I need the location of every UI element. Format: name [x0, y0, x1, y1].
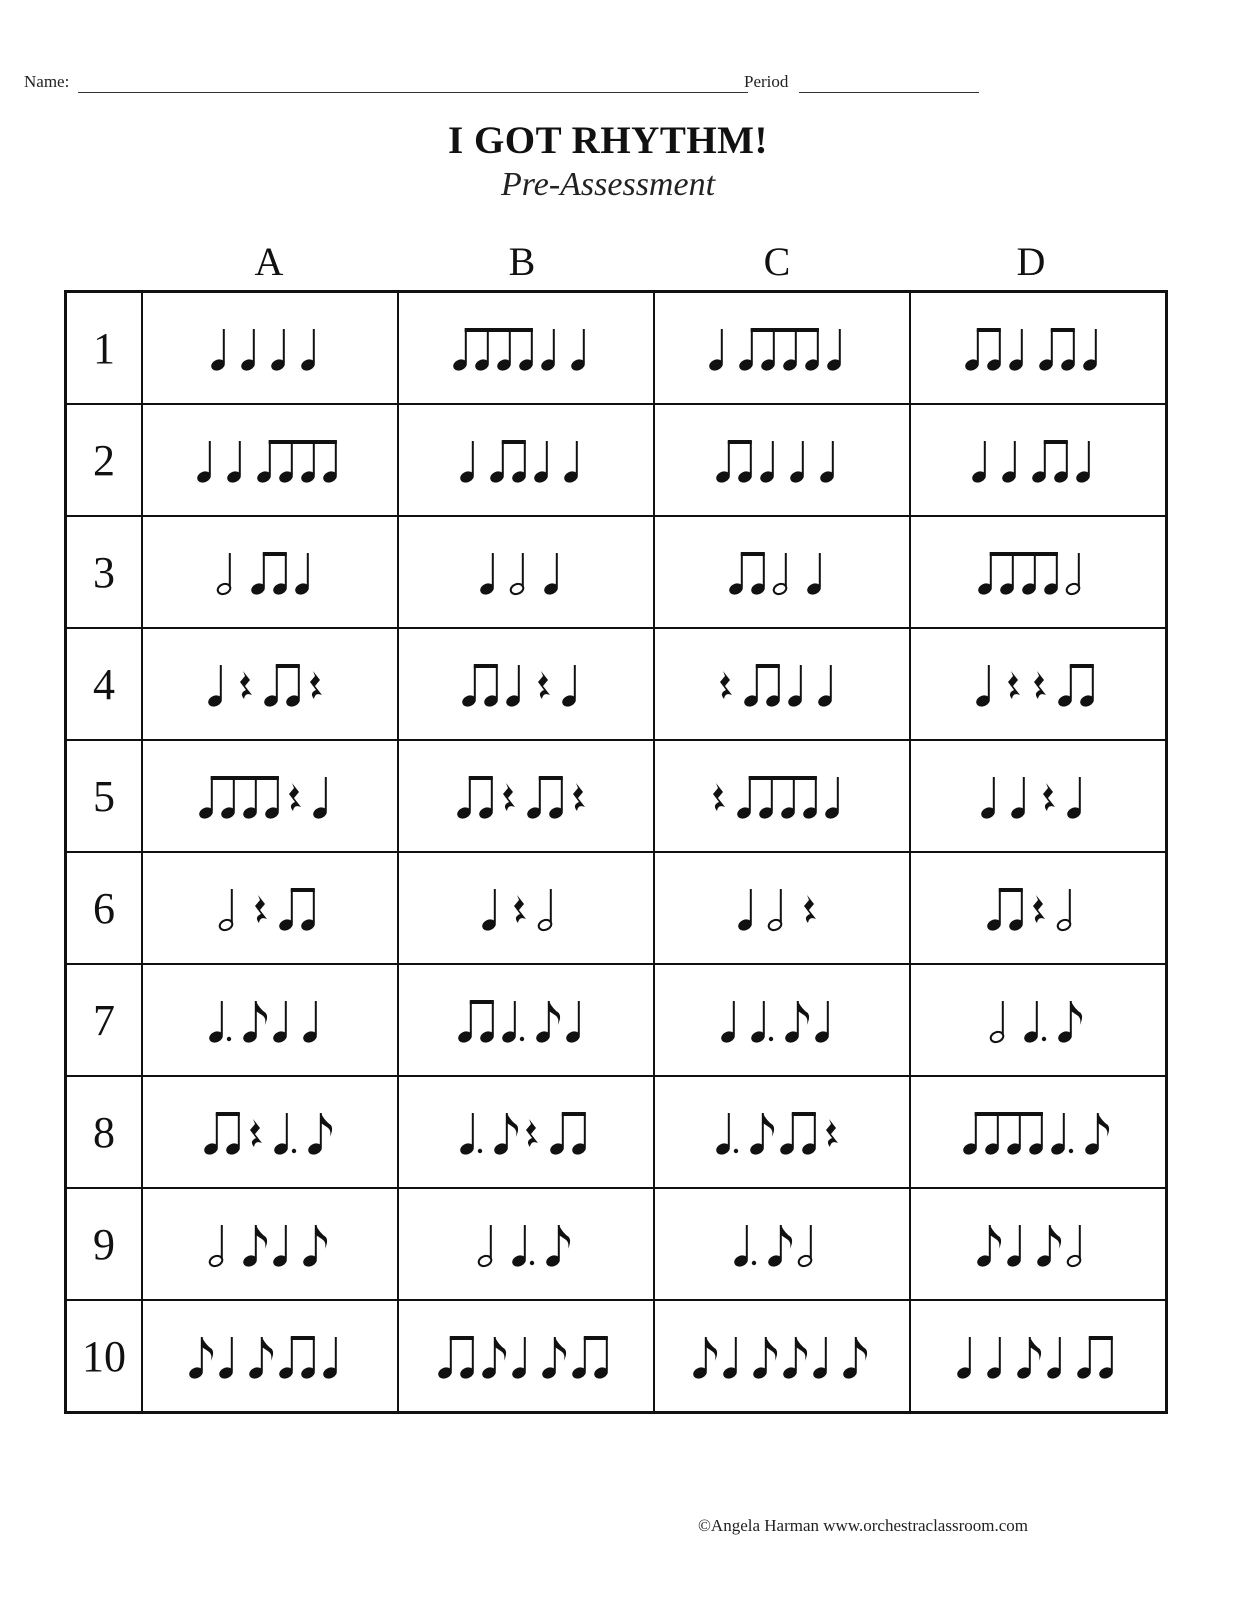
rhythm-notation [411, 975, 641, 1065]
rhythm-notation [923, 1199, 1153, 1289]
rhythm-cell-3d[interactable] [910, 516, 1167, 628]
note-beam [1044, 440, 1068, 444]
rhythm-notation [155, 863, 385, 953]
rhythm-notation [923, 415, 1153, 505]
rhythm-cell-5c[interactable] [654, 740, 910, 852]
row-number: 6 [66, 852, 143, 964]
note-beam [269, 440, 337, 444]
note-beam [749, 776, 817, 780]
rhythm-notation [411, 1087, 641, 1177]
page-subtitle: Pre-Assessment [500, 166, 716, 203]
note-flag [1050, 1225, 1061, 1249]
quarter-rest [310, 671, 322, 699]
table-row [66, 852, 1167, 964]
rhythm-cell-2a[interactable] [142, 404, 398, 516]
note-flag [766, 1337, 777, 1361]
table-row [66, 1076, 1167, 1188]
rhythm-cell-10b[interactable] [398, 1300, 654, 1413]
note-beam [990, 552, 1058, 556]
note-beam [1089, 1336, 1113, 1340]
rhythm-notation [411, 863, 641, 953]
note-flag [706, 1337, 717, 1361]
note-flag [798, 1001, 809, 1025]
note-beam [465, 328, 533, 332]
note-flag [321, 1113, 332, 1137]
rhythm-notation [923, 1311, 1153, 1401]
note-flag [990, 1225, 1001, 1249]
name-label: Name: [24, 72, 70, 91]
table-row [66, 628, 1167, 740]
note-beam [756, 664, 780, 668]
note-flag [796, 1337, 807, 1361]
rhythm-notation [155, 975, 385, 1065]
student-info-line [24, 72, 984, 98]
column-header-d: D [1016, 239, 1046, 284]
rhythm-cell-1b[interactable] [398, 292, 654, 405]
rhythm-notation [923, 303, 1153, 393]
augmentation-dot [478, 1149, 482, 1153]
rhythm-notation [155, 1311, 385, 1401]
quarter-rest [255, 895, 267, 923]
rhythm-notation [667, 639, 897, 729]
note-beam [584, 1336, 608, 1340]
rhythm-cell-9b[interactable] [398, 1188, 654, 1300]
rhythm-notation [155, 1087, 385, 1177]
rhythm-notation [923, 863, 1153, 953]
rhythm-notation [155, 639, 385, 729]
quarter-rest [1034, 671, 1046, 699]
row-number: 10 [66, 1300, 143, 1413]
augmentation-dot [530, 1261, 534, 1265]
rhythm-notation [667, 1311, 897, 1401]
rhythm-cell-9d[interactable] [910, 1188, 1167, 1300]
quarter-rest [289, 783, 301, 811]
rhythm-notation [667, 1199, 897, 1289]
augmentation-dot [292, 1149, 296, 1153]
rhythm-cell-7a[interactable] [142, 964, 398, 1076]
rhythm-notation [155, 751, 385, 841]
note-flag [316, 1225, 327, 1249]
row-number: 9 [66, 1188, 143, 1300]
note-beam [276, 664, 300, 668]
page-title: I GOT RHYTHM! [448, 119, 768, 162]
rhythm-cell-7c[interactable] [654, 964, 910, 1076]
note-beam [792, 1112, 816, 1116]
augmentation-dot [1069, 1149, 1073, 1153]
rhythm-notation [667, 1087, 897, 1177]
quarter-rest [1008, 671, 1020, 699]
rhythm-notation [923, 1087, 1153, 1177]
note-flag [549, 1001, 560, 1025]
note-flag [555, 1337, 566, 1361]
rhythm-cell-10a[interactable] [142, 1300, 398, 1413]
period-label: Period [744, 72, 789, 91]
rhythm-cell-2c[interactable] [654, 404, 910, 516]
quarter-rest [503, 783, 515, 811]
quarter-rest [250, 1119, 262, 1147]
rhythm-notation [155, 303, 385, 393]
row-number: 8 [66, 1076, 143, 1188]
quarter-rest [514, 895, 526, 923]
note-beam [977, 328, 1001, 332]
quarter-rest [573, 783, 585, 811]
rhythm-notation [411, 751, 641, 841]
note-beam [291, 1336, 315, 1340]
table-row [66, 740, 1167, 852]
table-row [66, 1188, 1167, 1300]
note-beam [539, 776, 563, 780]
rhythm-cell-1d[interactable] [910, 292, 1167, 405]
rhythm-notation [923, 975, 1153, 1065]
rhythm-cell-8a[interactable] [142, 1076, 398, 1188]
rhythm-cell-8b[interactable] [398, 1076, 654, 1188]
rhythm-notation [411, 1311, 641, 1401]
note-flag [1030, 1337, 1041, 1361]
name-blank[interactable] [78, 92, 748, 93]
rhythm-cell-8c[interactable] [654, 1076, 910, 1188]
table-row [66, 964, 1167, 1076]
augmentation-dot [1042, 1037, 1046, 1041]
rhythm-cell-1c[interactable] [654, 292, 910, 405]
rhythm-cell-8d[interactable] [910, 1076, 1167, 1188]
note-beam [216, 1112, 240, 1116]
rhythm-notation [411, 527, 641, 617]
rhythm-notation [667, 863, 897, 953]
augmentation-dot [752, 1261, 756, 1265]
note-flag [559, 1225, 570, 1249]
rhythm-cell-3c[interactable] [654, 516, 910, 628]
augmentation-dot [227, 1037, 231, 1041]
note-beam [1070, 664, 1094, 668]
quarter-rest [804, 895, 816, 923]
table-row [66, 404, 1167, 516]
rhythm-notation [667, 303, 897, 393]
rhythm-cell-6a[interactable] [142, 852, 398, 964]
note-flag [1071, 1001, 1082, 1025]
row-number: 3 [66, 516, 143, 628]
rhythm-notation [411, 639, 641, 729]
rhythm-notation [155, 527, 385, 617]
rhythm-cell-9a[interactable] [142, 1188, 398, 1300]
rhythm-notation [411, 303, 641, 393]
column-header-b: B [508, 239, 536, 284]
note-flag [1098, 1113, 1109, 1137]
note-beam [474, 664, 498, 668]
rhythm-notation [155, 415, 385, 505]
rhythm-notation [923, 639, 1153, 729]
note-beam [1051, 328, 1075, 332]
note-flag [202, 1337, 213, 1361]
note-beam [450, 1336, 474, 1340]
copyright-footer: ©Angela Harman www.orchestraclassroom.com [698, 1516, 1028, 1535]
quarter-rest [713, 783, 725, 811]
rhythm-cell-4d[interactable] [910, 628, 1167, 740]
note-flag [256, 1001, 267, 1025]
rhythm-notation [667, 527, 897, 617]
row-number: 7 [66, 964, 143, 1076]
note-beam [469, 776, 493, 780]
rhythm-cell-7d[interactable] [910, 964, 1167, 1076]
quarter-rest [1043, 783, 1055, 811]
note-beam [728, 440, 752, 444]
note-beam [999, 888, 1023, 892]
table-row [66, 1300, 1167, 1413]
note-flag [781, 1225, 792, 1249]
augmentation-dot [734, 1149, 738, 1153]
quarter-rest [826, 1119, 838, 1147]
note-beam [263, 552, 287, 556]
row-number: 2 [66, 404, 143, 516]
rhythm-cell-6d[interactable] [910, 852, 1167, 964]
augmentation-dot [769, 1037, 773, 1041]
note-beam [291, 888, 315, 892]
rhythm-notation [667, 415, 897, 505]
column-headers [140, 238, 1172, 288]
note-beam [211, 776, 279, 780]
column-header-c: C [763, 239, 791, 284]
note-beam [975, 1112, 1043, 1116]
rhythm-cell-5b[interactable] [398, 740, 654, 852]
rhythm-notation [923, 527, 1153, 617]
rhythm-cell-1a[interactable] [142, 292, 398, 405]
note-beam [502, 440, 526, 444]
note-flag [495, 1337, 506, 1361]
quarter-rest [240, 671, 252, 699]
note-beam [741, 552, 765, 556]
note-flag [256, 1225, 267, 1249]
augmentation-dot [520, 1037, 524, 1041]
rhythm-cell-7b[interactable] [398, 964, 654, 1076]
table-row [66, 516, 1167, 628]
quarter-rest [720, 671, 732, 699]
note-beam [562, 1112, 586, 1116]
period-blank[interactable] [799, 92, 979, 93]
rhythm-notation [155, 1199, 385, 1289]
rhythm-cell-4b[interactable] [398, 628, 654, 740]
quarter-rest [538, 671, 550, 699]
rhythm-cell-9c[interactable] [654, 1188, 910, 1300]
rhythm-notation [411, 1199, 641, 1289]
rhythm-notation [667, 975, 897, 1065]
note-beam [470, 1000, 494, 1004]
rhythm-notation [667, 751, 897, 841]
row-number: 4 [66, 628, 143, 740]
rhythm-cell-6b[interactable] [398, 852, 654, 964]
note-flag [856, 1337, 867, 1361]
rhythm-cell-4c[interactable] [654, 628, 910, 740]
rhythm-cell-5a[interactable] [142, 740, 398, 852]
column-header-a: A [254, 239, 284, 284]
rhythm-cell-3b[interactable] [398, 516, 654, 628]
rhythm-cell-3a[interactable] [142, 516, 398, 628]
quarter-rest [526, 1119, 538, 1147]
rhythm-cell-2b[interactable] [398, 404, 654, 516]
rhythm-cell-5d[interactable] [910, 740, 1167, 852]
rhythm-grid [64, 290, 1168, 1414]
rhythm-cell-4a[interactable] [142, 628, 398, 740]
rhythm-cell-6c[interactable] [654, 852, 910, 964]
note-flag [507, 1113, 518, 1137]
note-flag [262, 1337, 273, 1361]
row-number: 5 [66, 740, 143, 852]
rhythm-cell-10d[interactable] [910, 1300, 1167, 1413]
quarter-rest [1033, 895, 1045, 923]
rhythm-notation [923, 751, 1153, 841]
rhythm-cell-10c[interactable] [654, 1300, 910, 1413]
rhythm-notation [411, 415, 641, 505]
table-row [66, 292, 1167, 405]
note-beam [751, 328, 819, 332]
note-flag [763, 1113, 774, 1137]
row-number: 1 [66, 292, 143, 405]
rhythm-cell-2d[interactable] [910, 404, 1167, 516]
